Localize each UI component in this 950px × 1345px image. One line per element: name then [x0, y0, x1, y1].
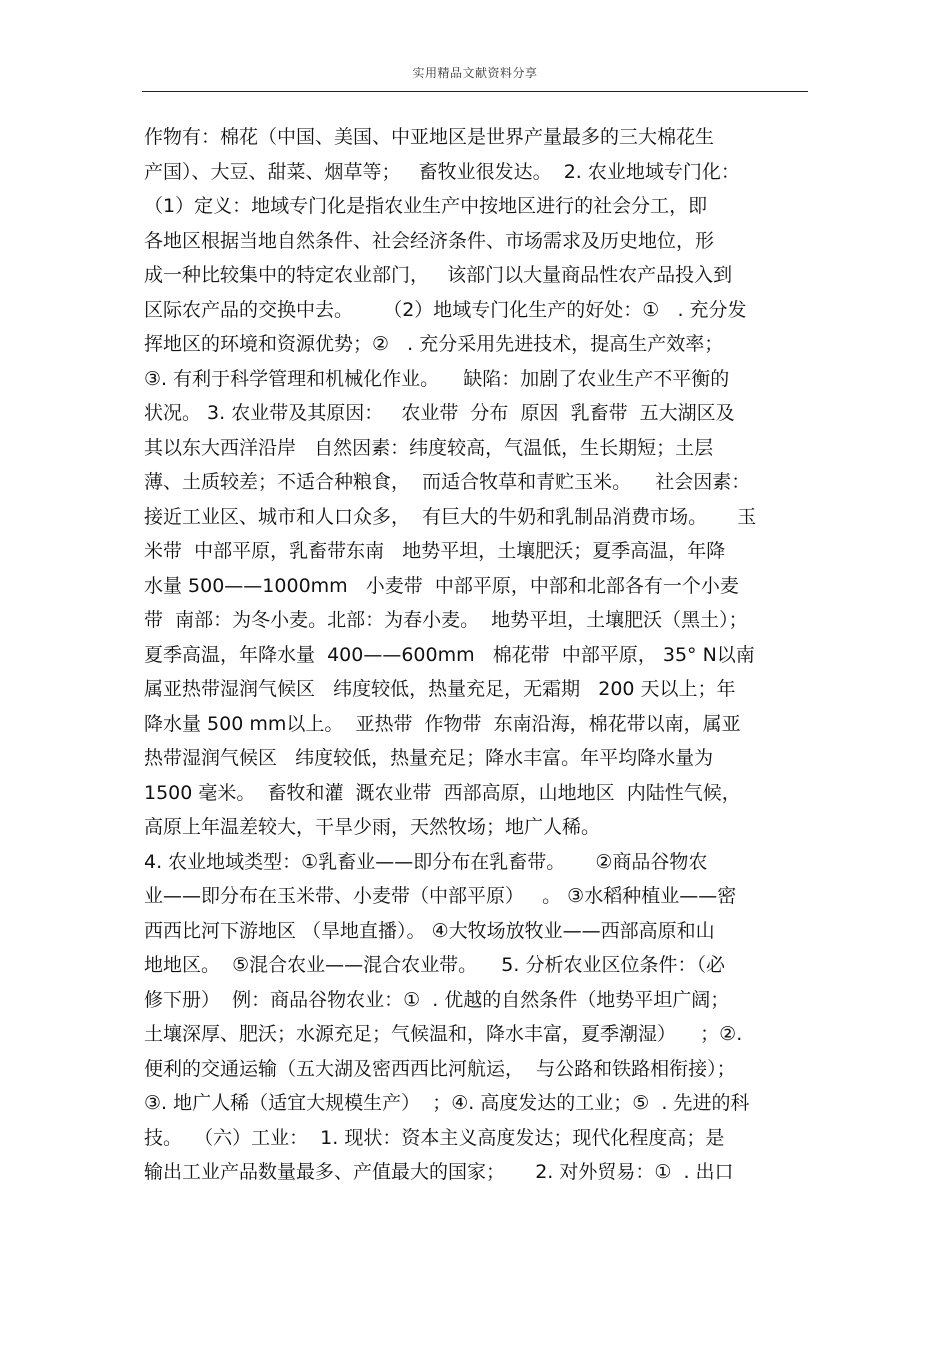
text-line: 属亚热带湿润气候区 纬度较低，热量充足，无霜期 200 天以上；年 [144, 678, 736, 700]
text-line: 水量 500——1000mm 小麦带 中部平原，中部和北部各有一个小麦 [144, 574, 739, 597]
text-line: （1）定义：地域专门化是指农业生产中按地区进行的社会分工，即 [144, 195, 708, 217]
text-line: ③. 地广人稀（适宜大规模生产） ；④. 高度发达的工业；⑤ . 先进的科 [144, 1092, 750, 1114]
text-line: 带 南部：为冬小麦。北部：为春小麦。 地势平坦，土壤肥沃（黑土）； [144, 609, 748, 631]
text-line: 薄、土质较差；不适合种粮食， 而适合牧草和青贮玉米。 社会因素： [144, 471, 751, 493]
text-line: 1500 毫米。 畜牧和灌 溉农业带 西部高原，山地地区 内陆性气候， [144, 781, 741, 804]
text-line: 成一种比较集中的特定农业部门， 该部门以大量商品性农产品投入到 [144, 264, 733, 286]
text-line: 业——即分布在玉米带、小麦带（中部平原） 。 ③水稻种植业——密 [144, 885, 737, 907]
text-line: 区际农产品的交换中去。 （2）地域专门化生产的好处：① . 充分发 [144, 298, 747, 321]
header-divider [142, 91, 808, 92]
text-line: 高原上年温差较大，干旱少雨，天然牧场；地广人稀。 [144, 816, 601, 838]
text-line: 修下册） 例：商品谷物农业：① . 优越的自然条件（地势平坦广阔； [144, 988, 730, 1011]
text-line: 4. 农业地域类型：①乳畜业——即分布在乳畜带。 ②商品谷物农 [144, 850, 708, 873]
text-line: 接近工业区、城市和人口众多， 有巨大的牛奶和乳制品消费市场。 玉 [144, 505, 757, 528]
text-line: 作物有：棉花（中国、美国、中亚地区是世界产量最多的三大棉花生 [144, 126, 715, 148]
text-line: 降水量 500 mm以上。 亚热带 作物带 东南沿海，棉花带以南，属亚 [144, 712, 741, 735]
text-line: 技。 （六）工业： 1. 现状：资本主义高度发达；现代化程度高；是 [144, 1126, 725, 1149]
text-line: 挥地区的环境和资源优势；② . 充分采用先进技术，提高生产效率； [144, 333, 724, 355]
text-line: 其以东大西洋沿岸 自然因素：纬度较高，气温低，生长期短；土层 [144, 436, 714, 459]
text-line: 地地区。 ⑤混合农业——混合农业带。 5. 分析农业区位条件：（必 [144, 954, 725, 976]
text-line: 产国）、大豆、甜菜、烟草等； 畜牧业很发达。 2. 农业地域专门化： [144, 160, 740, 183]
text-line: 便利的交通运输（五大湖及密西西比河航运， 与公路和铁路相衔接）； [144, 1057, 736, 1080]
text-line: 热带湿润气候区 纬度较低，热量充足；降水丰富。年平均降水量为 [144, 747, 714, 769]
text-line: 西西比河下游地区 （旱地直播）。 ④大牧场放牧业——西部高原和山 [144, 919, 715, 942]
text-line: 夏季高温，年降水量 400——600mm 棉花带 中部平原， 35° N以南 [144, 643, 755, 666]
text-line: ③. 有利于科学管理和机械化作业。 缺陷：加剧了农业生产不平衡的 [144, 367, 730, 390]
page-header-title: 实用精品文献资料分享 [412, 66, 538, 80]
body-text [144, 120, 824, 1190]
text-line: 状况。 3. 农业带及其原因： 农业带 分布 原因 乳畜带 五大湖区及 [144, 402, 735, 424]
text-line: 土壤深厚、肥沃；水源充足；气候温和，降水丰富，夏季潮湿） ；②. [144, 1023, 743, 1045]
text-line: 米带 中部平原，乳畜带东南 地势平坦，土壤肥沃；夏季高温，年降 [144, 540, 726, 562]
text-line: 输出工业产品数量最多、产值最大的国家； 2. 对外贸易：① . 出口 [144, 1161, 734, 1183]
text-line: 各地区根据当地自然条件、社会经济条件、市场需求及历史地位，形 [144, 229, 715, 252]
